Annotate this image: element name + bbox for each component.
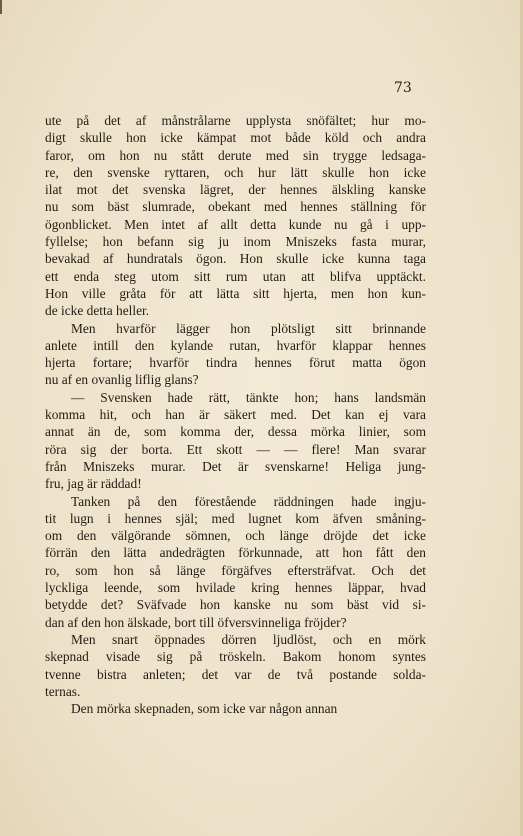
text-line: dan af den hon älskade, bort till öfversvinneliga fröjder? (45, 614, 347, 630)
text-line: digt skulle hon icke kämpat mot både köld och andra (45, 130, 426, 146)
text-line: om den välgörande sömnen, och länge dröjde det icke (45, 528, 426, 544)
paragraph (45, 112, 426, 320)
text-line: nu af en ovanlig liflig glans? (45, 372, 199, 388)
text-line: — Svensken hade rätt, tänkte hon; hans landsmän (71, 389, 426, 405)
text-line: ro, som hon så länge förgäfves eftersträfvat. Och det (45, 562, 426, 578)
text-line: Men hvarför lägger hon plötsligt sitt brinnande (71, 320, 426, 336)
text-line: Den mörka skepnaden, som icke var någon annan (71, 701, 338, 717)
text-line: betydde det? Sväfvade hon kanske nu som bäst vid si- (45, 597, 426, 613)
binding-mark (0, 0, 2, 14)
text-line: lyckliga leende, som hvilade kring hennes läppar, hvad (45, 580, 426, 596)
text-line: faror, om hon nu stått derute med sin trygge ledsaga- (45, 147, 426, 163)
text-line: röra sig der borta. Ett skott — — flere! Man svarar (45, 441, 426, 457)
text-line: komma hit, och han är säkert med. Det kan ej vara (45, 407, 426, 423)
text-line: fru, jag är räddad! (45, 476, 142, 492)
text-line: ögonblicket. Men intet af allt detta kunde nu gå i upp- (45, 216, 426, 232)
text-line: ternas. (45, 683, 81, 699)
text-line: ilat mot det svenska lägret, der hennes älskling kanske (45, 182, 426, 198)
text-line: hjerta fortare; hvarför tindra hennes förut matta ögon (45, 355, 426, 371)
text-line: de icke detta heller. (45, 303, 150, 319)
text-line: anlete intill den kylande rutan, hvarför klappar hennes (45, 337, 426, 353)
paragraph (45, 493, 426, 631)
text-line: bevakad af hundratals ögon. Hon skulle icke kunna taga (45, 251, 426, 267)
text-line: Men snart öppnades dörren ljudlöst, och en mörk (71, 631, 426, 647)
text-line: Hon ville gråta för att lätta sitt hjerta, men hon kun- (45, 285, 426, 301)
text-line: annat än de, som komma der, dessa mörka linier, som (45, 424, 426, 440)
paragraph (45, 389, 426, 493)
paragraph (45, 320, 426, 389)
text-line: ute på det af månstrålarne upplysta snöfältet; hur mo- (45, 113, 426, 128)
text-line: tit lugn i hennes själ; med lugnet kom äfven småning- (45, 510, 426, 526)
text-line: ett enda steg utom sitt rum utan att blifva upptäckt. (45, 268, 426, 284)
body-text (45, 112, 426, 717)
page-number: 73 (394, 80, 412, 96)
text-line: re, den svenske ryttaren, och hur lätt skulle hon icke (45, 164, 426, 180)
text-line: från Mniszeks murar. Det är svenskarne! Heliga jung- (45, 458, 426, 474)
text-line: förrän den lätta andedrägten förkunnade, att hon fått den (45, 545, 426, 561)
paragraph (45, 700, 426, 717)
paragraph (45, 631, 426, 700)
text-line: nu som bäst slumrade, obekant med hennes ställning för (45, 199, 426, 215)
text-line: tvenne bistra anleten; det var de två postande solda- (45, 666, 426, 682)
text-line: Tanken på den förestående räddningen hade ingju- (71, 493, 426, 509)
text-line: fyllelse; hon befann sig ju inom Mniszeks fasta murar, (45, 234, 426, 250)
text-line: skepnad visade sig på tröskeln. Bakom honom syntes (45, 649, 426, 665)
